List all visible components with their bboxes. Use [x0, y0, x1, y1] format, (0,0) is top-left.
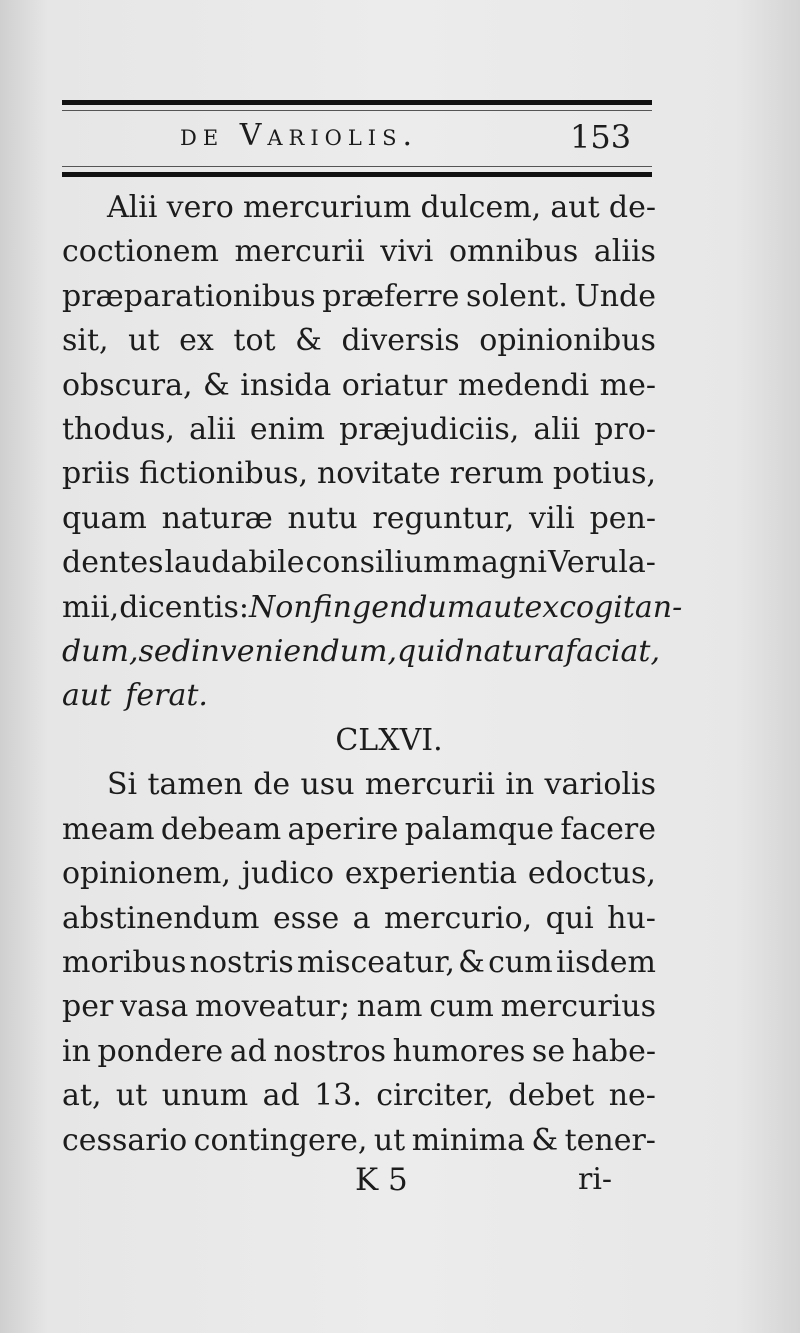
italic-word: excogitan- — [524, 589, 683, 625]
word: in — [62, 1033, 91, 1069]
word: unum — [161, 1078, 249, 1114]
word: laudabile — [164, 545, 305, 581]
word: iisdem — [555, 944, 656, 980]
word: Alii — [107, 190, 158, 225]
word: præferre — [322, 278, 460, 314]
word: obscura, — [62, 367, 193, 403]
word: aut — [550, 190, 600, 225]
word: priis — [62, 456, 131, 492]
word: pen- — [589, 500, 656, 536]
word: mercurium — [242, 190, 412, 225]
word: 13. — [314, 1078, 362, 1114]
word: alii — [189, 412, 236, 448]
text-line — [62, 497, 656, 541]
word: palamque — [404, 811, 554, 847]
italic-word: dum, — [62, 634, 139, 670]
word: coctionem — [62, 234, 219, 270]
text-line — [62, 275, 656, 319]
word: hu- — [607, 900, 656, 936]
paragraph-1 — [62, 186, 683, 719]
word: & — [531, 1122, 559, 1158]
text-line — [62, 941, 656, 985]
word: opinionibus — [479, 323, 656, 359]
word: sit, — [62, 323, 109, 359]
word: cum — [488, 944, 553, 980]
word: dentes — [62, 545, 164, 581]
word: de — [253, 767, 291, 803]
word: ut — [128, 323, 160, 359]
word: in — [505, 767, 535, 803]
word: enim — [249, 412, 326, 448]
word: ex — [179, 323, 214, 359]
word: alii — [533, 412, 581, 448]
word: dicentis: — [119, 589, 250, 625]
text-line — [62, 985, 656, 1029]
word: nostros — [273, 1033, 387, 1069]
header-rule-bottom — [62, 172, 652, 177]
italic-word: Non — [249, 589, 313, 625]
text-line — [62, 586, 683, 630]
italic-word: faciat, — [565, 634, 661, 670]
word: de- — [608, 190, 656, 225]
word: Verula- — [548, 545, 656, 581]
word: habe- — [571, 1033, 656, 1069]
word: reguntur, — [372, 500, 515, 536]
word: & — [458, 944, 485, 980]
word: tot — [233, 323, 276, 359]
signature-mark: K 5 — [355, 1162, 408, 1198]
text-line — [62, 230, 656, 274]
word: variolis — [544, 767, 656, 803]
paragraph-2 — [62, 763, 656, 1163]
word: quam — [62, 500, 147, 536]
word: esse — [272, 900, 340, 936]
word: circiter, — [376, 1078, 494, 1114]
italic-word: aut — [475, 589, 525, 625]
page-number: 153 — [570, 118, 632, 156]
word: præjudiciis, — [339, 412, 520, 448]
word: vivi — [380, 234, 434, 270]
word: debeam — [160, 811, 282, 847]
word: & — [203, 367, 230, 403]
word: dulcem, — [420, 190, 542, 225]
word: meam — [62, 811, 155, 847]
word: præparationibus — [62, 278, 316, 314]
word: omnibus — [448, 234, 579, 270]
word: opinionem, — [62, 856, 231, 892]
word: pro- — [594, 412, 656, 448]
word: oriatur — [341, 367, 448, 403]
word: minima — [411, 1122, 525, 1158]
italic-word: sed — [138, 634, 191, 670]
word: diversis — [341, 323, 460, 359]
word: potius, — [552, 456, 656, 492]
word: magni — [452, 545, 548, 581]
word: mercurio, — [383, 900, 533, 936]
word: Unde — [574, 278, 656, 314]
text-line — [62, 1030, 656, 1074]
word: medendi — [457, 367, 590, 403]
word: nutu — [287, 500, 358, 536]
word: facere — [560, 811, 656, 847]
header-rule-bottom-thin — [62, 166, 652, 167]
text-line — [62, 186, 656, 230]
word: novitate — [316, 456, 441, 492]
text-line — [62, 674, 656, 718]
text-line — [62, 1119, 656, 1163]
text-line — [62, 763, 656, 807]
header-rule-top — [62, 100, 652, 105]
word: consilium — [305, 545, 452, 581]
text-line — [62, 897, 656, 941]
text-line — [62, 408, 656, 452]
word: at, — [62, 1078, 102, 1114]
text-line — [62, 852, 656, 896]
word: rerum — [449, 456, 544, 492]
italic-word: aut — [62, 678, 112, 714]
word: a — [352, 900, 371, 936]
text-line — [62, 808, 656, 852]
word: insida — [240, 367, 332, 403]
text-line — [62, 630, 661, 674]
word: moribus — [62, 944, 187, 980]
word: Si — [107, 767, 138, 803]
word: mercurius — [500, 989, 656, 1025]
word: humores — [392, 1033, 526, 1069]
word: vasa — [120, 989, 189, 1025]
word: moveatur; — [195, 989, 350, 1025]
word: mii, — [62, 589, 120, 625]
text-block — [62, 186, 683, 1163]
word: me- — [599, 367, 656, 403]
word: usu — [300, 767, 355, 803]
word: ut — [373, 1122, 406, 1158]
word: solent. — [466, 278, 568, 314]
running-head: de Variolis. — [180, 118, 419, 153]
word: se — [531, 1033, 566, 1069]
header-rule-top-thin — [62, 110, 652, 111]
word: vili — [529, 500, 575, 536]
word: contingere, — [193, 1122, 368, 1158]
italic-word: fingendum — [312, 589, 476, 625]
word: debet — [508, 1078, 595, 1114]
word: thodus, — [62, 412, 175, 448]
word: experientia — [344, 856, 518, 892]
italic-word: natura — [464, 634, 566, 670]
section-heading: CLXVI. — [335, 722, 443, 758]
italic-word: quid — [397, 634, 465, 670]
word: vero — [166, 190, 234, 225]
word: aperire — [287, 811, 399, 847]
italic-word: ferat. — [125, 678, 208, 714]
word: qui — [545, 900, 594, 936]
word: tener- — [564, 1122, 656, 1158]
word: naturæ — [161, 500, 273, 536]
word: aliis — [593, 234, 656, 270]
word: pondere — [97, 1033, 224, 1069]
word: ad — [262, 1078, 300, 1114]
word: cessario — [62, 1122, 188, 1158]
text-line — [62, 364, 656, 408]
word: ad — [229, 1033, 267, 1069]
word: mercurii — [234, 234, 365, 270]
word: & — [295, 323, 322, 359]
word: ne- — [608, 1078, 656, 1114]
word: fictionibus, — [139, 456, 309, 492]
word: mercurii — [364, 767, 496, 803]
word: misceatur, — [297, 944, 455, 980]
word: per — [62, 989, 114, 1025]
italic-word: inveniendum, — [190, 634, 397, 670]
text-line — [62, 452, 656, 496]
text-line — [62, 1074, 656, 1118]
text-line — [62, 319, 656, 363]
word: cum — [429, 989, 494, 1025]
catchword: ri- — [578, 1162, 613, 1197]
word: abstinendum — [62, 900, 260, 936]
word: edoctus, — [527, 856, 656, 892]
text-line — [62, 541, 656, 585]
word: tamen — [147, 767, 243, 803]
word: nostris — [189, 944, 294, 980]
word: judico — [241, 856, 335, 892]
word: ut — [115, 1078, 148, 1114]
word: nam — [356, 989, 423, 1025]
